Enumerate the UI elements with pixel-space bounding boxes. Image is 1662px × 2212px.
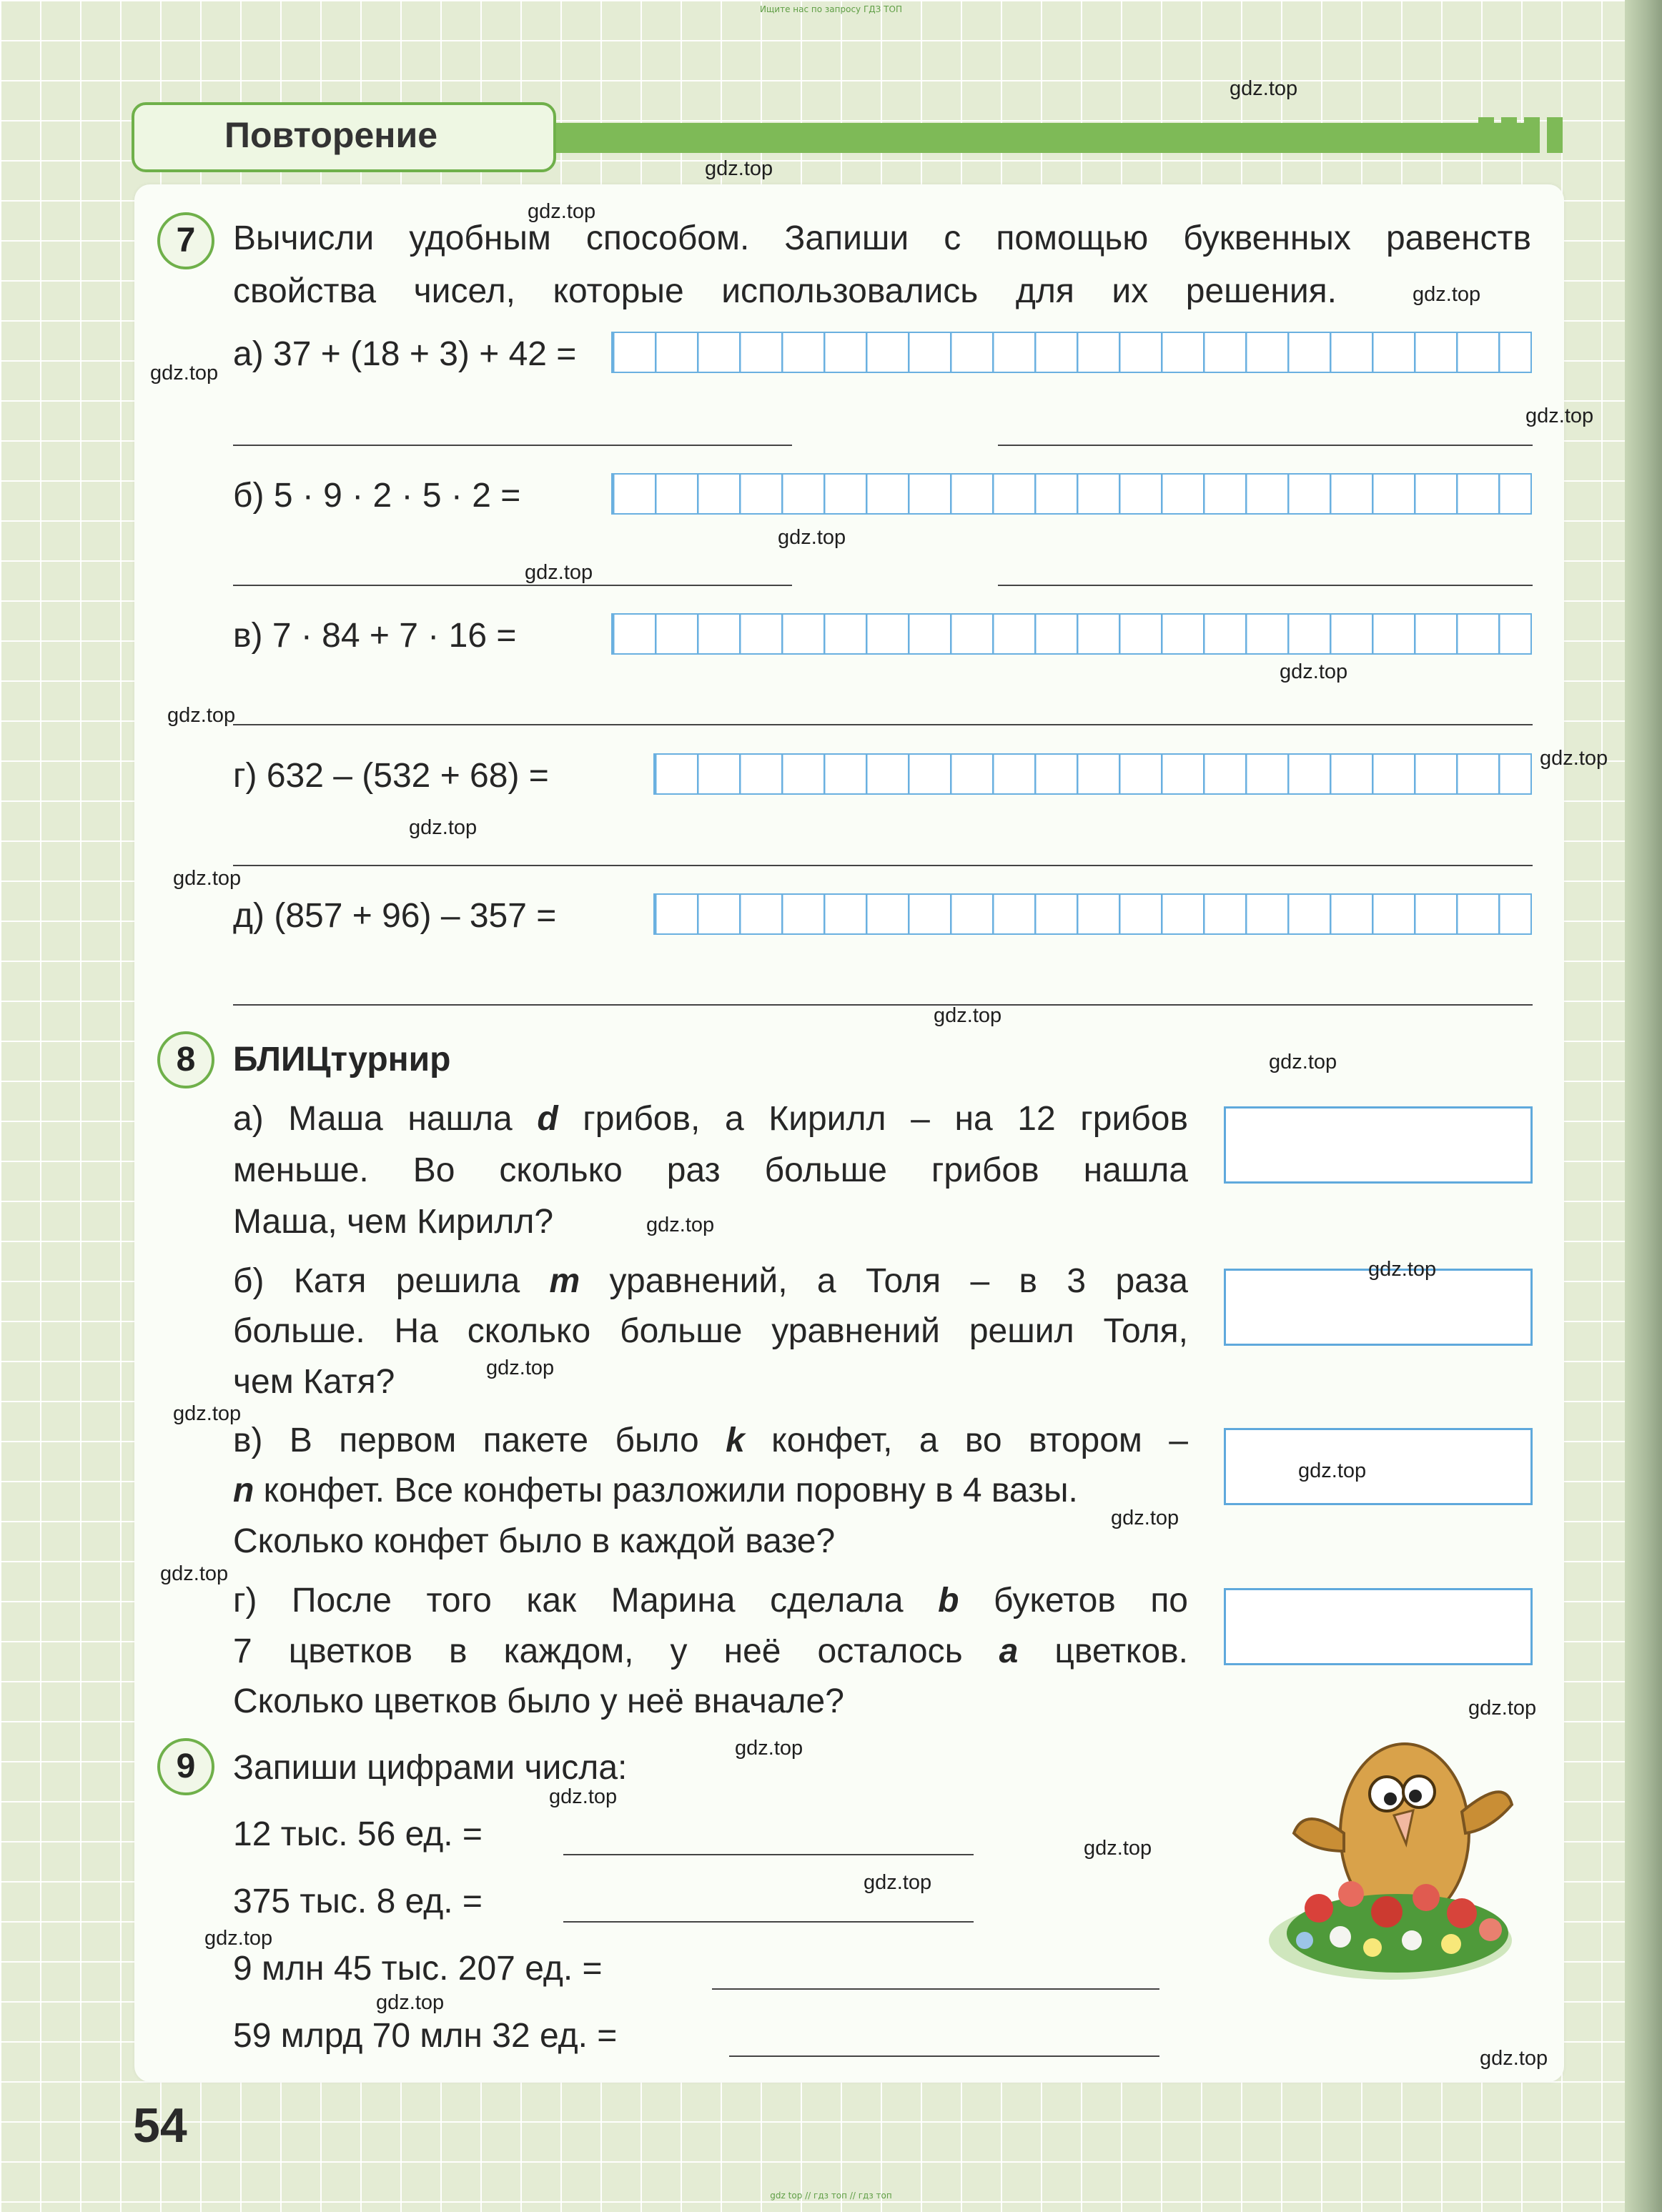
watermark: gdz.top — [409, 816, 478, 839]
watermark: gdz.top — [646, 1214, 715, 1236]
task-8c-line-2: n конфет. Все конфеты разложили поровну в 4 вазы. — [233, 1472, 1078, 1509]
watermark: gdz.top — [525, 561, 593, 584]
watermark: gdz.top — [934, 1004, 1002, 1027]
watermark: gdz.top — [173, 867, 242, 890]
task-8c-answer-box[interactable] — [1224, 1428, 1533, 1505]
task-7e-line[interactable] — [233, 1004, 1533, 1006]
task-7-line-2: свойства чисел, которые использовались для их решения. — [233, 272, 1337, 310]
bar-stripe — [1501, 117, 1517, 153]
watermark: gdz.top — [705, 157, 773, 180]
task-9-item-3: 9 млн 45 тыс. 207 ед. = — [233, 1950, 603, 1988]
task-7c-line[interactable] — [233, 724, 1533, 725]
task-7b-line-left[interactable] — [233, 585, 792, 586]
task-8d-line-1: г) После того как Марина сделала b букетов по — [233, 1582, 1189, 1620]
task-8b-line-1: б) Катя решила m уравнений, а Толя – в 3 раза — [233, 1262, 1188, 1300]
task-7a-line-right[interactable] — [998, 445, 1533, 446]
watermark: gdz.top — [486, 1357, 555, 1379]
watermark: gdz.top — [1280, 660, 1348, 683]
task-7e-expression: д) (857 + 96) – 357 = — [233, 897, 557, 935]
top-credit: Ищите нас по запросу ГДЗ ТОП — [760, 4, 902, 14]
task-7b-answer-cells[interactable] — [611, 473, 1532, 515]
watermark: gdz.top — [1111, 1507, 1179, 1529]
watermark: gdz.top — [204, 1927, 273, 1950]
watermark: gdz.top — [1269, 1051, 1337, 1073]
watermark: gdz.top — [1525, 405, 1594, 427]
task-9-item-4: 59 млрд 70 млн 32 ед. = — [233, 2017, 618, 2055]
page-number: 54 — [133, 2098, 187, 2153]
watermark: gdz.top — [1084, 1837, 1152, 1860]
task-8d-answer-box[interactable] — [1224, 1588, 1533, 1665]
watermark: gdz.top — [1468, 1697, 1537, 1720]
watermark: gdz.top — [167, 704, 236, 727]
watermark: gdz.top — [549, 1785, 618, 1808]
bar-stripe — [1524, 117, 1540, 153]
watermark: gdz.top — [528, 200, 596, 223]
watermark: gdz.top — [735, 1737, 803, 1760]
task-8d-line-2: 7 цветков в каждом, у неё осталось a цветков. — [233, 1632, 1188, 1670]
watermark: gdz.top — [376, 1991, 445, 2014]
bar-stripe — [1478, 117, 1494, 153]
task-8a-line-1: а) Маша нашла d грибов, а Кирилл – на 12 грибов — [233, 1100, 1188, 1138]
task-7d-line[interactable] — [233, 865, 1533, 866]
task-7a-answer-cells[interactable] — [611, 332, 1532, 373]
task-7c-expression: в) 7 · 84 + 7 · 16 = — [233, 617, 517, 655]
task-8-title: БЛИЦтурнир — [233, 1041, 451, 1078]
task-7c-answer-cells[interactable] — [611, 613, 1532, 655]
task-9-answer-line-2[interactable] — [563, 1921, 974, 1923]
task-7e-answer-cells[interactable] — [653, 893, 1532, 935]
watermark: gdz.top — [160, 1562, 229, 1585]
watermark: gdz.top — [778, 526, 846, 549]
chick-with-flowers-illustration — [1226, 1726, 1562, 1990]
task-8-number: 8 — [157, 1031, 214, 1088]
task-9-title: Запиши цифрами числа: — [233, 1749, 628, 1787]
watermark: gdz.top — [1298, 1459, 1367, 1482]
watermark: gdz.top — [1480, 2047, 1548, 2070]
task-7-line-1: Вычисли удобным способом. Запиши с помощью буквенных равенств — [233, 219, 1531, 257]
task-8c-line-3: Сколько конфет было в каждой вазе? — [233, 1522, 836, 1560]
task-9-number: 9 — [157, 1738, 214, 1795]
task-7d-expression: г) 632 – (532 + 68) = — [233, 757, 549, 795]
task-9-answer-line-3[interactable] — [712, 1988, 1159, 1990]
task-7-number: 7 — [157, 212, 214, 269]
task-9-answer-line-1[interactable] — [563, 1854, 974, 1855]
watermark: gdz.top — [150, 362, 219, 385]
task-8c-line-1: в) В первом пакете было k конфет, а во втором – — [233, 1422, 1188, 1459]
task-7b-expression: б) 5 · 9 · 2 · 5 · 2 = — [233, 477, 521, 515]
task-8a-line-2: меньше. Во сколько раз больше грибов нашла — [233, 1151, 1188, 1189]
task-7a-expression: а) 37 + (18 + 3) + 42 = — [233, 335, 577, 373]
watermark: gdz.top — [1413, 283, 1481, 306]
task-9-item-2: 375 тыс. 8 ед. = — [233, 1883, 483, 1920]
task-7b-line-right[interactable] — [998, 585, 1533, 586]
watermark: gdz.top — [1368, 1258, 1437, 1281]
task-8a-answer-box[interactable] — [1224, 1106, 1533, 1184]
task-7d-answer-cells[interactable] — [653, 753, 1532, 795]
task-8b-line-3: чем Катя? — [233, 1363, 395, 1401]
task-7a-line-left[interactable] — [233, 445, 792, 446]
flower-bouquet — [1287, 1881, 1508, 1973]
task-8a-line-3: Маша, чем Кирилл? — [233, 1203, 554, 1241]
bar-stripe — [1547, 117, 1563, 153]
task-9-item-1: 12 тыс. 56 ед. = — [233, 1815, 483, 1853]
watermark: gdz.top — [173, 1402, 242, 1425]
task-8b-line-2: больше. На сколько больше уравнений решил Толя, — [233, 1312, 1188, 1350]
bottom-credit: gdz top // гдз топ // гдз топ — [770, 2191, 892, 2201]
task-8d-line-3: Сколько цветков было у неё вначале? — [233, 1682, 844, 1720]
section-title: Повторение — [224, 115, 438, 155]
task-9-answer-line-4[interactable] — [729, 2055, 1159, 2057]
watermark: gdz.top — [864, 1871, 932, 1894]
page-spine — [1625, 0, 1662, 2212]
chick-wing-right — [1462, 1792, 1512, 1833]
watermark: gdz.top — [1540, 747, 1608, 770]
chick-wing — [1294, 1819, 1344, 1851]
watermark: gdz.top — [1230, 77, 1298, 100]
